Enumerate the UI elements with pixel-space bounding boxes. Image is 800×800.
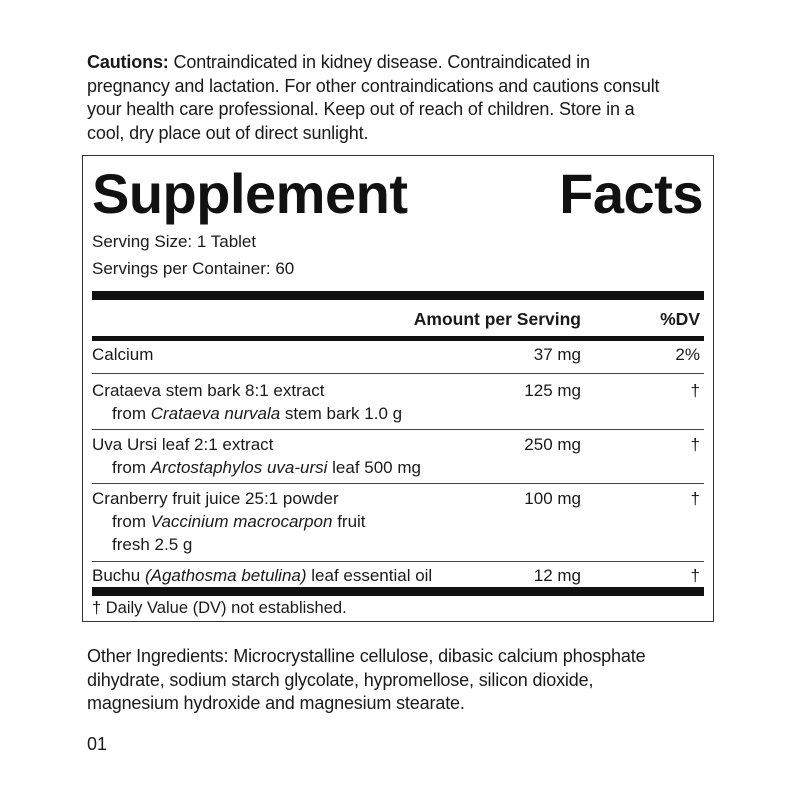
nutrient-source	[112, 511, 366, 532]
daily-value-footnote: † Daily Value (DV) not established.	[92, 599, 347, 617]
cautions-text: Contraindicated in kidney disease. Contraindicated in	[168, 52, 590, 72]
source-species: Arctostaphylos uva-ursi	[150, 458, 328, 477]
nutrient-dv: †	[690, 566, 700, 585]
cautions-label: Cautions:	[87, 52, 169, 72]
nutrient-dv: †	[690, 381, 700, 400]
cautions-line: cool, dry place out of direct sunlight.	[87, 122, 369, 143]
nutrient-name	[92, 565, 432, 586]
facts-title	[92, 162, 703, 226]
nutrient-source	[112, 457, 421, 478]
divider-thick	[92, 587, 704, 596]
serving-size: Serving Size: 1 Tablet	[92, 232, 257, 251]
page-number: 01	[87, 734, 108, 754]
cautions-line: pregnancy and lactation. For other contraindications and cautions consult	[87, 75, 660, 96]
nutrient-name: Calcium	[92, 345, 154, 364]
other-ingredients-paragraph	[87, 645, 727, 716]
nutrient-source-continued: fresh 2.5 g	[112, 535, 193, 554]
source-species: Vaccinium macrocarpon	[150, 512, 333, 531]
nutrient-amount: 12 mg	[533, 566, 581, 585]
nutrient-name: Uva Ursi leaf 2:1 extract	[92, 435, 274, 454]
other-ingredients-line: Other Ingredients: Microcrystalline cellulose, dibasic calcium phosphate	[87, 646, 646, 666]
divider-thin	[92, 561, 704, 562]
nutrient-amount: 125 mg	[524, 381, 581, 400]
nutrient-source	[112, 403, 402, 424]
name-suffix: leaf essential oil	[306, 566, 433, 585]
nutrient-amount: 37 mg	[533, 345, 581, 364]
other-ingredients-line: dihydrate, sodium starch glycolate, hypromellose, silicon dioxide,	[87, 669, 594, 690]
nutrient-dv: 2%	[675, 345, 700, 364]
header-amount: Amount per Serving	[413, 309, 581, 329]
divider-mid	[92, 336, 704, 341]
nutrient-name: Cranberry fruit juice 25:1 powder	[92, 489, 339, 508]
cautions-paragraph	[87, 51, 727, 145]
supplement-facts-panel	[82, 155, 714, 622]
source-prefix: from	[112, 512, 151, 531]
facts-title-word: Facts	[559, 162, 703, 225]
facts-title-word: Supplement	[92, 162, 408, 225]
nutrient-name: Crataeva stem bark 8:1 extract	[92, 381, 325, 400]
cautions-line	[87, 51, 727, 75]
divider-thin	[92, 373, 704, 374]
nutrient-amount: 250 mg	[524, 435, 581, 454]
source-suffix: leaf 500 mg	[327, 458, 421, 477]
nutrient-dv: †	[690, 435, 700, 454]
nutrient-amount: 100 mg	[524, 489, 581, 508]
other-ingredients-line: magnesium hydroxide and magnesium stearate.	[87, 693, 465, 713]
name-species: (Agathosma betulina)	[144, 566, 307, 585]
source-suffix: fruit	[332, 512, 366, 531]
source-species: Crataeva nurvala	[150, 404, 281, 423]
header-dv: %DV	[660, 309, 700, 329]
name-prefix: Buchu	[92, 566, 145, 585]
divider-thin	[92, 429, 704, 430]
divider-thick	[92, 291, 704, 300]
divider-thin	[92, 483, 704, 484]
servings-per-container: Servings per Container: 60	[92, 259, 295, 278]
nutrient-dv: †	[690, 489, 700, 508]
source-prefix: from	[112, 458, 151, 477]
cautions-line: your health care professional. Keep out of reach of children. Store in a	[87, 99, 635, 119]
source-suffix: stem bark 1.0 g	[280, 404, 403, 423]
source-prefix: from	[112, 404, 151, 423]
